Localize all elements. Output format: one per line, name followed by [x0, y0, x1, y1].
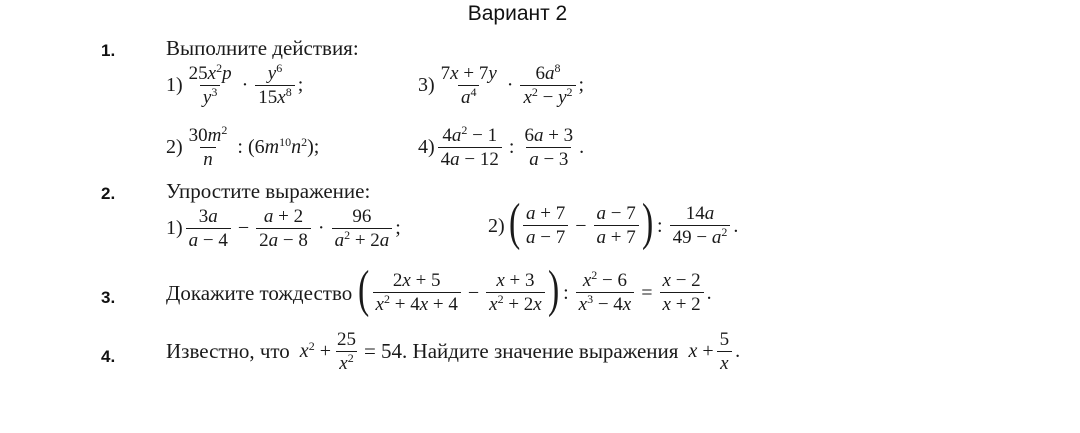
semicolon: ;: [297, 74, 304, 97]
semicolon: ;: [578, 74, 585, 97]
task-3-number: 3.: [101, 288, 116, 307]
item-label: 3): [418, 74, 435, 97]
fraction: $\frac{x + 3}{x^2 + 2x}$: [486, 271, 545, 315]
fraction: $\frac{3a}{a - 4}$: [186, 207, 231, 251]
fraction: $\frac{a - 7}{a + 7}$: [594, 204, 639, 248]
task-1-number: 1.: [101, 41, 116, 60]
task-1-heading: Выполните действия:: [166, 36, 359, 60]
fraction: $\frac{30m^2}{n}$: [188, 123, 228, 170]
task-2-heading: Упростите выражение:: [166, 179, 371, 203]
task-4-text-middle: = 54. Найдите значение выражения: [363, 339, 679, 364]
fraction: $\frac{25}{x^2}$: [336, 329, 356, 374]
page-title: Вариант 2: [467, 2, 568, 25]
task-2-number: 2.: [101, 184, 116, 203]
fraction: $\frac{14a}{49 - a^2}$: [670, 204, 731, 248]
fraction: $\frac{6a^8}{x^2 - y^2}$: [520, 64, 575, 108]
fraction: $\frac{2x + 5}{x^2 + 4x + 4}$: [373, 271, 461, 315]
fraction: $\frac{25x^2p}{y^3}$: [188, 61, 232, 108]
task-1-item-1: 1) $\frac{25x^2p}{y^3}$ · $\frac{y^6}{15x^8}$ ;: [166, 61, 304, 108]
fraction: $\frac{6a + 3}{a - 3}$: [524, 125, 574, 170]
task-4-number: 4.: [101, 347, 116, 366]
item-label: 1): [166, 217, 183, 240]
fraction: $\frac{5}{x}$: [717, 330, 733, 374]
task-1-item-3: 3) $\frac{7x + 7y}{a^4}$ · $\frac{6a^8}{x^2 - y^2}$ ;: [418, 61, 585, 108]
fraction: $\frac{a + 7}{a - 7}$: [523, 204, 568, 248]
dot: .: [579, 136, 585, 159]
fraction: $\frac{x - 2}{x + 2}$: [660, 271, 704, 315]
fraction: $\frac{96}{a^2 + 2a}$: [332, 207, 393, 251]
fraction: $\frac{x^2 - 6}{x^3 - 4x}$: [576, 271, 635, 315]
fraction: $\frac{a + 2}{2a - 8}$: [256, 207, 311, 251]
item-label: 4): [418, 136, 435, 159]
fraction: $\frac{y^6}{15x^8}$: [255, 64, 294, 108]
fraction: $\frac{7x + 7y}{a^4}$: [440, 63, 497, 108]
task-4-text-before: Известно, что: [166, 339, 290, 364]
item-label: 2): [488, 214, 505, 237]
task-1-item-4: 4) $\frac{4a^2 - 1}{4a - 12}$ : $\frac{6a + 3}{a - 3}$ .: [418, 123, 585, 170]
fraction: $\frac{4a^2 - 1}{4a - 12}$: [438, 126, 502, 170]
task-1-item-2: 2) $\frac{30m^2}{n}$ : $(6m^{10}n^2)$;: [166, 123, 320, 170]
task-2-item-2: 2) ( $\frac{a + 7}{a - 7}$ − $\frac{a - 7}{a + 7}$ ) : $\frac{14a}{49 - a^2}$ .: [488, 194, 739, 251]
task-3-identity: Докажите тождество ( $\frac{2x + 5}{x^2 + 4x + 4}$ − $\frac{x + 3}{x^2 + 2x}$ ) : $\frac{x^2 - 6}{x^3 - 4x}$ = $\frac{x - 2}{x + 2}$ .: [166, 261, 712, 318]
task-3-text: Докажите тождество: [166, 280, 353, 305]
task-4-statement: Известно, что $x^2$ + $\frac{25}{x^2}$ = 54. Найдите значение выражения x + $\frac{5}{x}$ .: [166, 329, 741, 374]
item-label: 1): [166, 74, 183, 97]
item-label: 2): [166, 136, 183, 159]
task-2-item-1: 1) $\frac{3a}{a - 4}$ − $\frac{a + 2}{2a - 8}$ · $\frac{96}{a^2 + 2a}$ ;: [166, 206, 401, 251]
